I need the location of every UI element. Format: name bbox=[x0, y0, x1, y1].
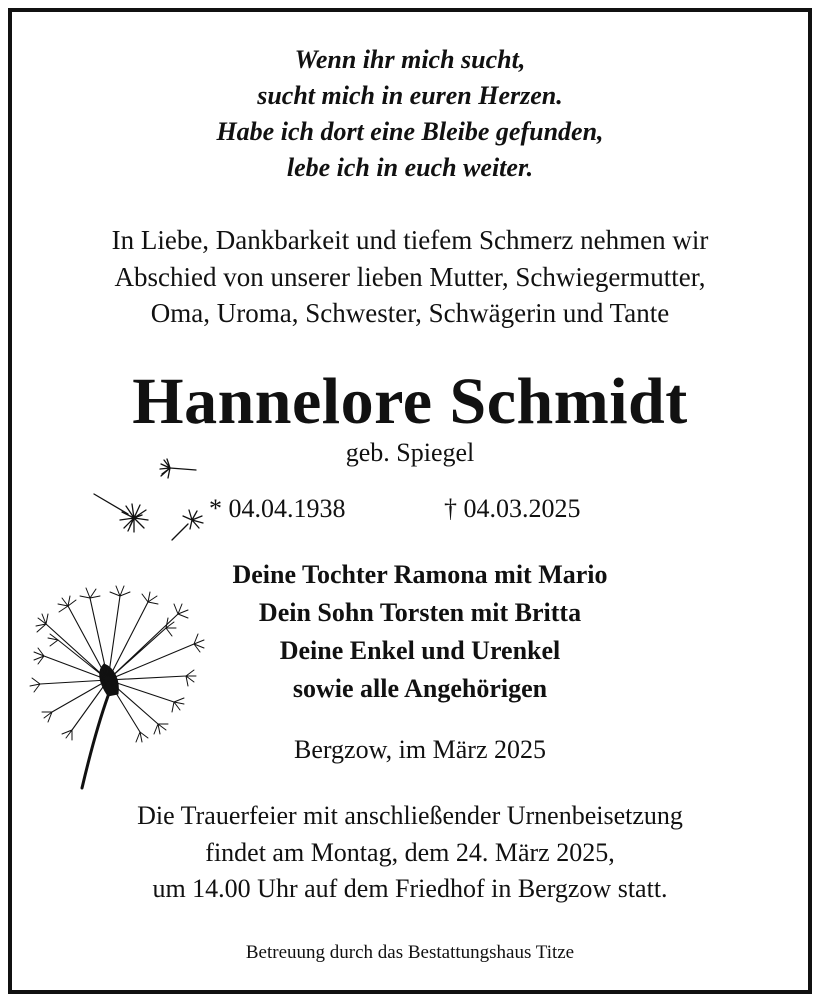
deceased-name: Hannelore Schmidt bbox=[132, 365, 688, 438]
poem-line: Wenn ihr mich sucht, bbox=[294, 45, 526, 74]
poem bbox=[12, 42, 808, 186]
birth-date: * 04.04.1938 bbox=[209, 494, 346, 523]
obituary-notice bbox=[8, 8, 812, 994]
funeral-home-credit: Betreuung durch das Bestattungshaus Titze bbox=[245, 942, 575, 963]
dandelion-seeds-icon bbox=[84, 452, 224, 552]
ceremony-line: findet am Montag, dem 24. März 2025, bbox=[205, 837, 615, 867]
mourner-line: sowie alle Angehörigen bbox=[292, 674, 548, 703]
ceremony-line: Die Trauerfeier mit anschließender Urnenbeisetzung bbox=[137, 801, 683, 830]
poem-line: sucht mich in euren Herzen. bbox=[257, 81, 563, 110]
intro-line: In Liebe, Dankbarkeit und tiefem Schmerz nehmen wir bbox=[111, 225, 709, 255]
poem-line: lebe ich in euch weiter. bbox=[286, 153, 534, 182]
poem-line: Habe ich dort eine Bleibe gefunden, bbox=[216, 117, 604, 146]
mourner-line: Deine Tochter Ramona mit Mario bbox=[232, 560, 608, 589]
maiden-name: geb. Spiegel bbox=[345, 438, 475, 467]
death-date: † 04.03.2025 bbox=[444, 494, 581, 523]
mourner-line: Dein Sohn Torsten mit Britta bbox=[258, 598, 582, 627]
place-date: Bergzow, im März 2025 bbox=[293, 735, 546, 764]
mourner-line: Deine Enkel und Urenkel bbox=[279, 636, 561, 665]
intro-text bbox=[12, 222, 808, 332]
intro-line: Oma, Uroma, Schwester, Schwägerin und Tante bbox=[150, 298, 670, 328]
ceremony-line: um 14.00 Uhr auf dem Friedhof in Bergzow statt. bbox=[152, 874, 668, 903]
ceremony-info bbox=[12, 798, 808, 908]
mourners-list bbox=[22, 556, 818, 708]
intro-line: Abschied von unserer lieben Mutter, Schwiegermutter, bbox=[114, 261, 706, 292]
